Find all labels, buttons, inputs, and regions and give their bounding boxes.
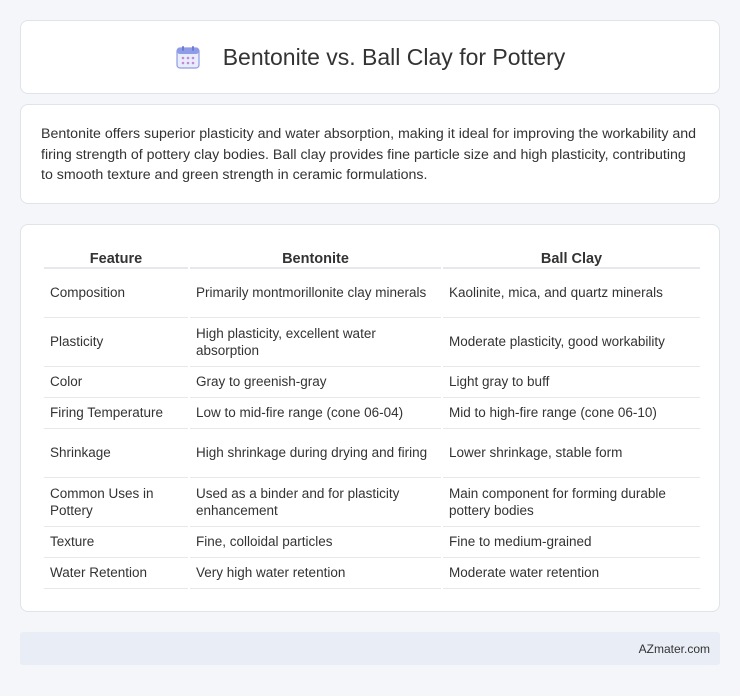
comparison-table-card (20, 224, 720, 612)
bentonite-cell: Gray to greenish-gray (190, 367, 441, 398)
page-title: Bentonite vs. Ball Clay for Pottery (222, 43, 566, 70)
table-header-row (44, 247, 700, 269)
summary-text: Bentonite offers superior plasticity and water absorption, making it ideal for improving the workability and firing strength of pottery clay bodies. Ball clay provides fine particle size and high plasticity, contributing to smooth texture and green strength in ceramic formulations. (41, 126, 697, 183)
header-feature: Feature (44, 247, 188, 269)
ball-clay-cell: Lower shrinkage, stable form (443, 429, 700, 478)
table-row (44, 367, 700, 398)
title-card (20, 20, 720, 94)
summary-card (20, 104, 720, 204)
comparison-table (42, 247, 702, 589)
row-label: Color (44, 367, 188, 398)
row-label: Common Uses in Pottery (44, 478, 188, 527)
ball-clay-cell: Moderate plasticity, good workability (443, 318, 700, 367)
table-row (44, 478, 700, 527)
ball-clay-cell: Kaolinite, mica, and quartz minerals (443, 269, 700, 318)
table-row (44, 398, 700, 429)
footer-brand: AZmater.com (638, 641, 710, 656)
bentonite-cell: Used as a binder and for plasticity enhancement (190, 478, 441, 527)
bentonite-cell: Very high water retention (190, 558, 441, 589)
header-ball-clay: Ball Clay (443, 247, 700, 269)
ball-clay-cell: Moderate water retention (443, 558, 700, 589)
ball-clay-cell: Light gray to buff (443, 367, 700, 398)
table-row (44, 558, 700, 589)
bentonite-cell: High shrinkage during drying and firing (190, 429, 441, 478)
bentonite-cell: Primarily montmorillonite clay minerals (190, 269, 441, 318)
calendar-icon (175, 44, 201, 70)
bentonite-cell: High plasticity, excellent water absorption (190, 318, 441, 367)
row-label: Composition (44, 269, 188, 318)
ball-clay-cell: Mid to high-fire range (cone 06-10) (443, 398, 700, 429)
table-row (44, 527, 700, 558)
bentonite-cell: Fine, colloidal particles (190, 527, 441, 558)
footer (20, 632, 720, 665)
ball-clay-cell: Fine to medium-grained (443, 527, 700, 558)
row-label: Texture (44, 527, 188, 558)
row-label: Shrinkage (44, 429, 188, 478)
table-row (44, 429, 700, 478)
header-bentonite: Bentonite (190, 247, 441, 269)
row-label: Plasticity (44, 318, 188, 367)
row-label: Firing Temperature (44, 398, 188, 429)
row-label: Water Retention (44, 558, 188, 589)
bentonite-cell: Low to mid-fire range (cone 06-04) (190, 398, 441, 429)
ball-clay-cell: Main component for forming durable pottery bodies (443, 478, 700, 527)
table-row (44, 318, 700, 367)
table-row (44, 269, 700, 318)
